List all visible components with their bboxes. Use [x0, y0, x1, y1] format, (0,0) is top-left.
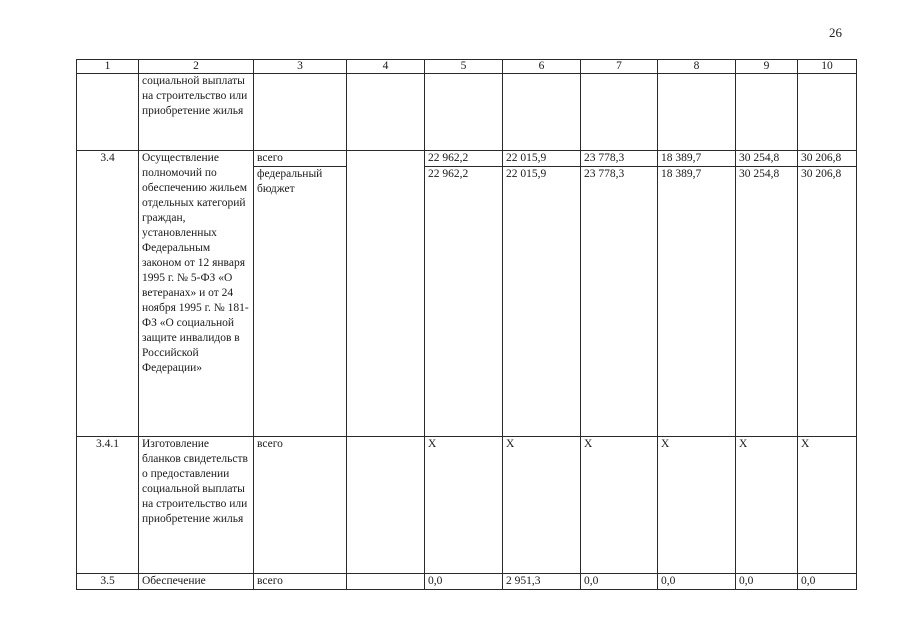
table-header-row [77, 60, 857, 74]
row-number: 3.5 [77, 574, 139, 590]
row-source [254, 74, 347, 151]
row-number [77, 74, 139, 151]
row-sub-value: 30 206,8 [798, 167, 857, 437]
row-name: Осуществление полномочий по обеспечению жильем отдельных категорий граждан, установленных Федеральным законом от 12 января 1995 г. № 5-ФЗ «О ветеранах» и от 24 ноября 1995 г. № 181-ФЗ «О социальной защите инвалидов в Российской Федерации» [139, 151, 254, 437]
row-value [736, 74, 798, 151]
row-value: 23 778,3 [581, 151, 658, 167]
row-value: 18 389,7 [658, 151, 736, 167]
row-value: 0,0 [658, 574, 736, 590]
column-header: 5 [425, 60, 503, 74]
row-col4 [347, 74, 425, 151]
row-source: всего [254, 437, 347, 574]
row-sub-value: 23 778,3 [581, 167, 658, 437]
row-value: 22 015,9 [503, 151, 581, 167]
row-value: 0,0 [798, 574, 857, 590]
table-row [77, 74, 857, 151]
column-header: 3 [254, 60, 347, 74]
page-number: 26 [829, 25, 842, 40]
row-number: 3.4 [77, 151, 139, 437]
row-source: всего [254, 574, 347, 590]
row-name: Изготовление бланков свидетельств о предоставлении социальной выплаты на строительство или приобретение жилья [139, 437, 254, 574]
row-value: 30 254,8 [736, 151, 798, 167]
row-sub-source: федеральный бюджет [254, 167, 347, 437]
row-name: Обеспечение [139, 574, 254, 590]
table-row [77, 437, 857, 574]
column-header: 7 [581, 60, 658, 74]
table-row [77, 574, 857, 590]
row-value [798, 74, 857, 151]
row-source: всего [254, 151, 347, 167]
column-header: 10 [798, 60, 857, 74]
row-value: Х [658, 437, 736, 574]
row-sub-value: 18 389,7 [658, 167, 736, 437]
row-col4 [347, 151, 425, 437]
row-sub-value: 22 015,9 [503, 167, 581, 437]
row-number: 3.4.1 [77, 437, 139, 574]
row-col4 [347, 437, 425, 574]
row-value: Х [736, 437, 798, 574]
row-value: Х [425, 437, 503, 574]
row-value: Х [798, 437, 857, 574]
column-header: 2 [139, 60, 254, 74]
row-value: 22 962,2 [425, 151, 503, 167]
row-value [503, 74, 581, 151]
column-header: 9 [736, 60, 798, 74]
row-sub-value: 22 962,2 [425, 167, 503, 437]
row-value: Х [581, 437, 658, 574]
row-col4 [347, 574, 425, 590]
row-value [658, 74, 736, 151]
row-value [581, 74, 658, 151]
budget-table [76, 59, 857, 590]
row-value: Х [503, 437, 581, 574]
row-value [425, 74, 503, 151]
row-name: социальной выплаты на строительство или приобретение жилья [139, 74, 254, 151]
column-header: 8 [658, 60, 736, 74]
column-header: 6 [503, 60, 581, 74]
column-header: 4 [347, 60, 425, 74]
row-value: 0,0 [736, 574, 798, 590]
row-sub-value: 30 254,8 [736, 167, 798, 437]
column-header: 1 [77, 60, 139, 74]
row-value: 0,0 [425, 574, 503, 590]
table-row [77, 151, 857, 167]
row-value: 30 206,8 [798, 151, 857, 167]
row-value: 2 951,3 [503, 574, 581, 590]
row-value: 0,0 [581, 574, 658, 590]
